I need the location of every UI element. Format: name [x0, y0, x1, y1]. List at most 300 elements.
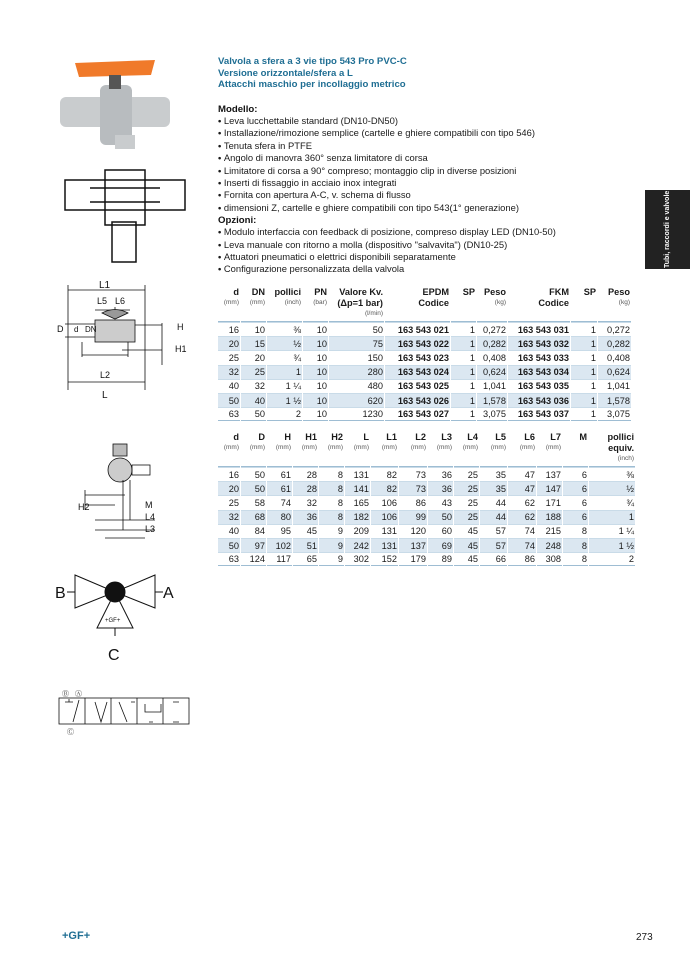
table-cell: 73	[399, 467, 427, 481]
table-cell: 58	[241, 495, 266, 509]
column-header	[345, 432, 370, 467]
header-unit: (bar)	[313, 299, 327, 306]
table-cell: 9	[319, 524, 344, 538]
table-cell: 15	[241, 336, 266, 350]
table-cell: 1	[571, 379, 597, 393]
table-cell: 32	[218, 365, 240, 379]
title-line: Attacchi maschio per incollaggio metrico	[218, 79, 406, 90]
header-unit: (mm)	[410, 444, 426, 451]
table-row	[218, 538, 635, 552]
table-row	[218, 510, 635, 524]
header-unit: (mm)	[223, 299, 239, 306]
table-cell: 171	[537, 495, 562, 509]
column-header	[451, 287, 476, 322]
table-cell: 1 ¼	[267, 379, 302, 393]
header-unit: (mm)	[490, 444, 506, 451]
column-header	[563, 432, 588, 467]
modello-section	[218, 104, 556, 276]
table-cell: 163 543 037	[508, 407, 570, 421]
table-cell: 163 543 036	[508, 393, 570, 407]
table-cell: 3,075	[598, 407, 631, 421]
column-header	[241, 287, 266, 322]
port-a-label: Ⓐ	[75, 691, 82, 698]
dimensions-table	[217, 432, 636, 566]
switching-positions-diagram	[55, 688, 195, 738]
label-d-outer: D	[57, 324, 64, 334]
table-cell: 308	[537, 552, 562, 566]
column-header	[218, 432, 240, 467]
opzioni-heading: Opzioni:	[218, 215, 257, 227]
column-header	[454, 432, 479, 467]
page-title	[218, 56, 407, 91]
column-header	[267, 432, 292, 467]
table-cell: 25	[218, 495, 240, 509]
table-cell: 163 543 031	[508, 322, 570, 336]
table-cell: 28	[293, 481, 318, 495]
table-cell: 1	[571, 322, 597, 336]
table-cell: 163 543 035	[508, 379, 570, 393]
table-cell: 1 ½	[267, 393, 302, 407]
table-cell: 150	[329, 350, 384, 364]
table-cell: 86	[508, 552, 536, 566]
column-header	[480, 432, 507, 467]
column-header	[329, 287, 384, 322]
table-row	[218, 481, 635, 495]
header-unit: (mm)	[545, 444, 561, 451]
table-cell: 40	[218, 379, 240, 393]
header-unit: (inch)	[284, 299, 301, 306]
table-cell: 57	[480, 538, 507, 552]
label-h: H	[177, 322, 184, 332]
table-cell: 32	[218, 510, 240, 524]
table-cell: 163 543 027	[385, 407, 450, 421]
header-unit: (kg)	[618, 299, 630, 306]
table-cell: 20	[218, 336, 240, 350]
table-cell: 1	[451, 322, 476, 336]
table-cell: 66	[480, 552, 507, 566]
table-cell: 95	[267, 524, 292, 538]
table-cell: 75	[329, 336, 384, 350]
table-cell: 62	[508, 495, 536, 509]
table-cell: 1	[571, 365, 597, 379]
modello-heading: Modello:	[218, 104, 258, 115]
table-cell: 163 543 025	[385, 379, 450, 393]
table-cell: 50	[218, 393, 240, 407]
table-cell: 82	[371, 467, 398, 481]
header-unit: (kg)	[494, 299, 506, 306]
label-l6: L6	[115, 296, 126, 306]
header-unit: (mm)	[249, 444, 265, 451]
table-cell: 68	[241, 510, 266, 524]
header-unit: (mm)	[436, 444, 452, 451]
table-cell: 10	[303, 322, 328, 336]
table-cell: 0,408	[598, 350, 631, 364]
table-cell: 63	[218, 407, 240, 421]
table-cell: 36	[428, 481, 453, 495]
section-side-tab	[645, 139, 690, 269]
table-cell: 74	[267, 495, 292, 509]
table-cell: 44	[480, 510, 507, 524]
table-row	[218, 467, 635, 481]
table-cell: 89	[428, 552, 453, 566]
table-cell: 0,272	[477, 322, 507, 336]
table-cell: 137	[399, 538, 427, 552]
table-cell: 280	[329, 365, 384, 379]
header-label: pollici	[274, 287, 301, 297]
table-cell: 9	[319, 538, 344, 552]
column-header	[589, 432, 635, 467]
table-row	[218, 524, 635, 538]
header-label: H1	[305, 432, 317, 442]
table-cell: 106	[371, 510, 398, 524]
table-cell: 124	[241, 552, 266, 566]
header-label: H2	[331, 432, 343, 442]
label-a: A	[163, 585, 174, 602]
table-cell: 86	[399, 495, 427, 509]
table-cell: 73	[399, 481, 427, 495]
column-header	[267, 287, 302, 322]
table-cell: 10	[303, 336, 328, 350]
table-cell: 62	[508, 510, 536, 524]
table-cell: 182	[345, 510, 370, 524]
column-header	[293, 432, 318, 467]
header-label: M	[579, 432, 587, 442]
table-cell: 1	[267, 365, 302, 379]
table-cell: 1	[451, 379, 476, 393]
table-cell: 25	[454, 495, 479, 509]
table-cell: 2	[267, 407, 302, 421]
table-cell: 163 543 024	[385, 365, 450, 379]
label-l1: L1	[99, 280, 111, 291]
table-cell: 50	[241, 407, 266, 421]
table-cell: 302	[345, 552, 370, 566]
table-cell: 32	[241, 379, 266, 393]
table-cell: 28	[293, 467, 318, 481]
header-unit: (mm)	[519, 444, 535, 451]
table-cell: 1	[451, 350, 476, 364]
table-cell: 25	[218, 350, 240, 364]
header-unit: (mm)	[249, 299, 265, 306]
table-cell: 65	[293, 552, 318, 566]
column-header	[537, 432, 562, 467]
table-cell: 97	[241, 538, 266, 552]
title-line: Valvola a sfera a 3 vie tipo 543 Pro PVC-C	[218, 56, 407, 67]
table-cell: 1230	[329, 407, 384, 421]
table-cell: 163 543 022	[385, 336, 450, 350]
table-row	[218, 350, 631, 364]
column-header	[508, 432, 536, 467]
table-cell: 8	[319, 510, 344, 524]
table-cell: 1	[589, 510, 635, 524]
label-dn: DN	[85, 325, 97, 334]
table-cell: 0,624	[477, 365, 507, 379]
table-cell: 50	[428, 510, 453, 524]
table-cell: 147	[537, 481, 562, 495]
header-label: L2	[415, 432, 426, 442]
table-cell: 6	[563, 510, 588, 524]
table-cell: 45	[454, 552, 479, 566]
table-cell: 8	[563, 538, 588, 552]
header-label: L4	[467, 432, 478, 442]
table-cell: 163 543 032	[508, 336, 570, 350]
table-cell: 1 ¼	[589, 524, 635, 538]
table-cell: 1	[451, 393, 476, 407]
header-label: L3	[441, 432, 452, 442]
header-label: Peso	[484, 287, 506, 297]
codes-table	[217, 287, 632, 421]
column-header	[598, 287, 631, 322]
table-cell: 80	[267, 510, 292, 524]
table-cell: 163 543 034	[508, 365, 570, 379]
table-row	[218, 495, 635, 509]
list-item: • Configurazione personalizzata della valvola	[218, 263, 556, 275]
header-unit: (mm)	[327, 444, 343, 451]
header-unit: (mm)	[353, 444, 369, 451]
table-cell: 25	[454, 467, 479, 481]
table-cell: 106	[371, 495, 398, 509]
list-item: • dimensioni Z, cartelle e ghiere compatibili con tipo 543(1° generazione)	[218, 202, 556, 214]
table-row	[218, 393, 631, 407]
header-unit: (mm)	[301, 444, 317, 451]
table-cell: 1,578	[598, 393, 631, 407]
table-cell: 1,041	[477, 379, 507, 393]
dimension-drawing-side	[75, 440, 185, 540]
table-cell: 163 543 021	[385, 322, 450, 336]
header-unit: (mm)	[223, 444, 239, 451]
column-header	[371, 432, 398, 467]
label-h2: H2	[78, 502, 90, 512]
table-cell: 36	[293, 510, 318, 524]
table-cell: 60	[428, 524, 453, 538]
column-header	[571, 287, 597, 322]
page-number: 273	[636, 932, 653, 943]
table-cell: 188	[537, 510, 562, 524]
table-cell: 120	[399, 524, 427, 538]
header-label: EPDM Codice	[418, 287, 449, 308]
header-unit: (l/min)	[364, 310, 383, 317]
header-label: H	[284, 432, 291, 442]
table-cell: 1	[571, 336, 597, 350]
table-cell: 3,075	[477, 407, 507, 421]
table-row	[218, 336, 631, 350]
list-item: • Angolo di manovra 360° senza limitatore di corsa	[218, 152, 556, 164]
header-label: Valore Kv. (Δp=1 bar)	[337, 287, 383, 308]
table-cell: 8	[563, 524, 588, 538]
table-cell: 61	[267, 467, 292, 481]
header-label: D	[258, 432, 265, 442]
table-cell: 1,041	[598, 379, 631, 393]
opzioni-list	[218, 226, 556, 276]
header-unit: (mm)	[381, 444, 397, 451]
table-cell: 242	[345, 538, 370, 552]
table-cell: 16	[218, 467, 240, 481]
gf-mark: +GF+	[105, 618, 121, 624]
list-item: • Limitatore di corsa a 90° compreso; montaggio clip in diverse posizioni	[218, 165, 556, 177]
table-cell: 9	[319, 552, 344, 566]
header-label: DN	[251, 287, 265, 297]
label-l5: L5	[97, 296, 108, 306]
table-cell: 0,408	[477, 350, 507, 364]
dimension-drawing-front	[55, 280, 205, 405]
table-cell: 25	[454, 481, 479, 495]
table-cell: 74	[508, 524, 536, 538]
table-cell: 1	[451, 336, 476, 350]
table-row	[218, 407, 631, 421]
table-cell: 63	[218, 552, 240, 566]
table-cell: 0,282	[598, 336, 631, 350]
valve-section-drawing	[60, 160, 190, 265]
table-cell: 2	[589, 552, 635, 566]
table-cell: 10	[303, 379, 328, 393]
table-cell: 0,282	[477, 336, 507, 350]
label-m: M	[145, 500, 153, 510]
table-cell: 1,578	[477, 393, 507, 407]
table-cell: 45	[293, 524, 318, 538]
header-label: L6	[524, 432, 535, 442]
header-label: pollici equiv.	[607, 432, 634, 453]
table-cell: 480	[329, 379, 384, 393]
table-cell: 8	[319, 467, 344, 481]
table-cell: 10	[303, 393, 328, 407]
table-cell: 163 543 033	[508, 350, 570, 364]
label-l2: L2	[100, 370, 111, 380]
table-cell: ⅜	[589, 467, 635, 481]
table-cell: 40	[241, 393, 266, 407]
header-label: L7	[550, 432, 561, 442]
table-cell: 74	[508, 538, 536, 552]
list-item: • Fornita con apertura A-C, v. schema di flusso	[218, 189, 556, 201]
header-unit: (mm)	[462, 444, 478, 451]
valve-photo	[55, 55, 175, 150]
header-label: d	[233, 287, 239, 297]
table-row	[218, 379, 631, 393]
header-label: SP	[462, 287, 475, 297]
table-cell: 32	[293, 495, 318, 509]
table-cell: 117	[267, 552, 292, 566]
table-cell: 69	[428, 538, 453, 552]
table-cell: 50	[241, 481, 266, 495]
table-cell: 152	[371, 552, 398, 566]
table-cell: 47	[508, 467, 536, 481]
table-cell: 61	[267, 481, 292, 495]
list-item: • Inserti di fissaggio in acciaio inox integrati	[218, 177, 556, 189]
table-cell: 36	[428, 467, 453, 481]
table-cell: 209	[345, 524, 370, 538]
column-header	[385, 287, 450, 322]
port-b-label: Ⓑ	[62, 691, 69, 698]
header-label: L	[363, 432, 369, 442]
table-cell: 50	[218, 538, 240, 552]
table-cell: 40	[218, 524, 240, 538]
list-item: • Leva manuale con ritorno a molla (dispositivo "salvavita") (DN10-25)	[218, 239, 556, 251]
column-header	[508, 287, 570, 322]
header-unit: (inch)	[617, 455, 634, 462]
table-cell: 8	[319, 481, 344, 495]
list-item: • Tenuta sfera in PTFE	[218, 140, 556, 152]
table-cell: 1	[571, 393, 597, 407]
table-cell: 102	[267, 538, 292, 552]
label-l3: L3	[145, 524, 156, 534]
table-cell: ⅜	[267, 322, 302, 336]
list-item: • Installazione/rimozione semplice (cartelle e ghiere compatibili con tipo 546)	[218, 127, 556, 139]
table-cell: 47	[508, 481, 536, 495]
table-cell: 0,624	[598, 365, 631, 379]
column-header	[218, 287, 240, 322]
table-cell: 25	[454, 510, 479, 524]
column-header	[399, 432, 427, 467]
table-cell: 50	[329, 322, 384, 336]
table-cell: 131	[371, 524, 398, 538]
table-cell: 82	[371, 481, 398, 495]
list-item: • Leva lucchettabile standard (DN10-DN50)	[218, 115, 556, 127]
table-cell: 51	[293, 538, 318, 552]
label-l4: L4	[145, 512, 156, 522]
table-cell: 131	[371, 538, 398, 552]
table-cell: 1 ½	[589, 538, 635, 552]
column-header	[477, 287, 507, 322]
table-cell: 1	[571, 407, 597, 421]
table-cell: 25	[241, 365, 266, 379]
table-cell: 10	[303, 365, 328, 379]
table-cell: 44	[480, 495, 507, 509]
table-cell: 50	[241, 467, 266, 481]
table-cell: 16	[218, 322, 240, 336]
table-cell: 8	[319, 495, 344, 509]
side-tab-label: Tubi, raccordi e valvole PVC-C metrico	[663, 139, 671, 268]
table-cell: 1	[451, 407, 476, 421]
table-cell: 35	[480, 467, 507, 481]
table-cell: 165	[345, 495, 370, 509]
header-label: d	[233, 432, 239, 442]
table-cell: ¾	[589, 495, 635, 509]
table-cell: 163 543 026	[385, 393, 450, 407]
table-cell: ½	[267, 336, 302, 350]
header-label: FKM Codice	[538, 287, 569, 308]
header-label: L1	[386, 432, 397, 442]
table-cell: 6	[563, 467, 588, 481]
table-cell: 84	[241, 524, 266, 538]
table-cell: 6	[563, 481, 588, 495]
table-cell: 179	[399, 552, 427, 566]
table-cell: 45	[454, 538, 479, 552]
table-cell: 35	[480, 481, 507, 495]
table-cell: 1	[451, 365, 476, 379]
table-cell: ¾	[267, 350, 302, 364]
column-header	[241, 432, 266, 467]
header-label: SP	[583, 287, 596, 297]
header-label: PN	[314, 287, 327, 297]
header-unit: (mm)	[275, 444, 291, 451]
column-header	[303, 287, 328, 322]
table-cell: 1	[571, 350, 597, 364]
header-label: Peso	[608, 287, 630, 297]
list-item: • Modulo interfaccia con feedback di posizione, compreso display LED (DN10-50)	[218, 226, 556, 238]
flow-schematic	[55, 570, 185, 665]
table-cell: 620	[329, 393, 384, 407]
label-b: B	[55, 585, 66, 602]
table-cell: 10	[303, 407, 328, 421]
table-cell: 131	[345, 467, 370, 481]
table-cell: ½	[589, 481, 635, 495]
table-cell: 99	[399, 510, 427, 524]
modello-list	[218, 115, 556, 214]
header-label: L5	[495, 432, 506, 442]
label-c: C	[108, 647, 120, 664]
table-row	[218, 322, 631, 336]
table-cell: 57	[480, 524, 507, 538]
table-cell: 10	[241, 322, 266, 336]
table-cell: 8	[563, 552, 588, 566]
